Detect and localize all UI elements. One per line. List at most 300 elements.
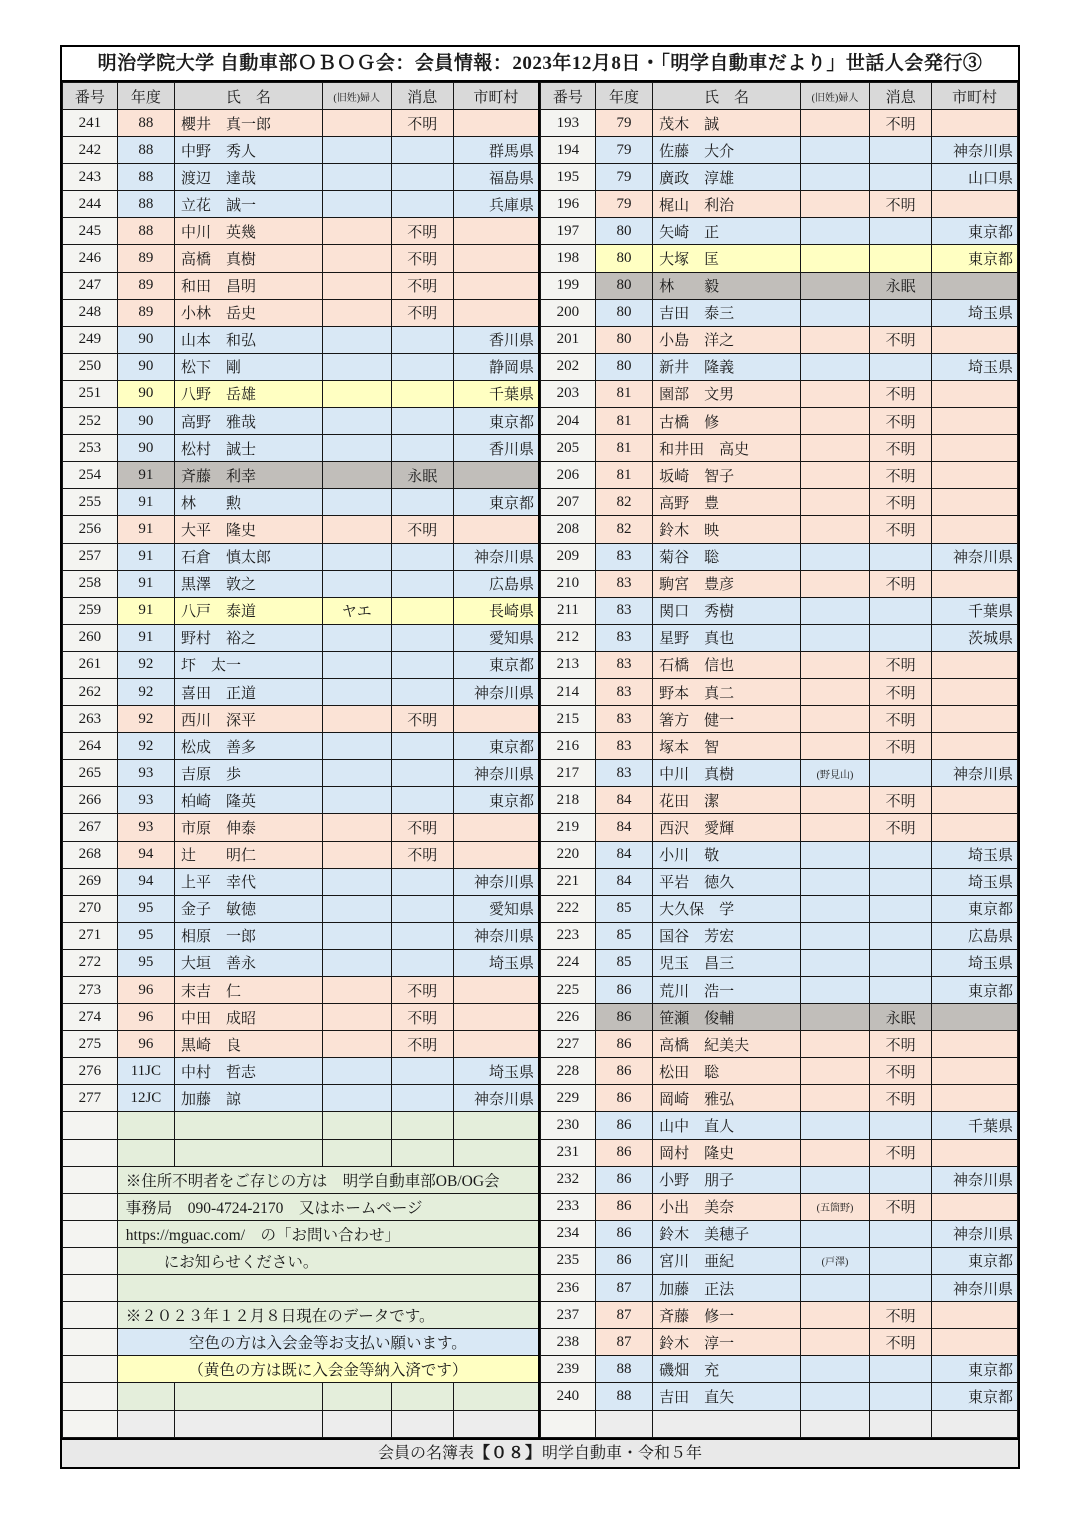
cell-municipality: 兵庫県	[453, 191, 539, 218]
cell-year: 89	[117, 272, 174, 299]
cell-name: 櫻井 真一郎	[174, 110, 322, 137]
cell-status	[391, 137, 453, 164]
empty-row	[541, 1410, 1018, 1437]
cell-maiden-name	[322, 1058, 391, 1085]
cell-year: 86	[595, 1112, 652, 1139]
cell-municipality	[932, 1193, 1018, 1220]
cell-year: 85	[595, 922, 652, 949]
cell-municipality: 福島県	[453, 164, 539, 191]
cell-municipality	[453, 462, 539, 489]
cell-municipality: 東京都	[932, 218, 1018, 245]
cell-number: 274	[63, 1004, 118, 1031]
member-row	[541, 1058, 1018, 1085]
cell-maiden-name	[322, 706, 391, 733]
cell-municipality: 東京都	[453, 651, 539, 678]
cell-maiden-name	[800, 326, 869, 353]
cell-name: 大久保 学	[653, 895, 801, 922]
cell-status	[391, 624, 453, 651]
member-row	[63, 1058, 540, 1085]
member-row	[541, 814, 1018, 841]
cell-maiden-name	[322, 164, 391, 191]
cell-municipality: 神奈川県	[932, 1275, 1018, 1302]
cell-number	[541, 1410, 596, 1437]
cell-name: 小野 朋子	[653, 1166, 801, 1193]
cell-name: 松下 剛	[174, 353, 322, 380]
cell-status	[870, 1356, 932, 1383]
cell-municipality	[453, 841, 539, 868]
member-row	[63, 678, 540, 705]
cell-status	[391, 760, 453, 787]
cell-maiden-name	[322, 408, 391, 435]
member-row	[541, 1004, 1018, 1031]
note-text: 事務局 090-4724-2170 又はホームページ	[117, 1193, 539, 1220]
cell-municipality	[932, 191, 1018, 218]
cell-number: 264	[63, 733, 118, 760]
cell-number	[63, 1247, 118, 1274]
cell-municipality: 東京都	[932, 977, 1018, 1004]
cell-year: 79	[595, 137, 652, 164]
member-row	[63, 895, 540, 922]
member-row	[63, 977, 540, 1004]
cell-year: 96	[117, 1004, 174, 1031]
cell-name: 鈴木 映	[653, 516, 801, 543]
cell-year: 95	[117, 922, 174, 949]
cell-municipality: 千葉県	[453, 380, 539, 407]
cell-name: 吉田 泰三	[653, 299, 801, 326]
cell-number: 255	[63, 489, 118, 516]
cell-status	[870, 977, 932, 1004]
cell-year: 83	[595, 651, 652, 678]
cell-maiden-name	[800, 814, 869, 841]
cell-municipality	[932, 1058, 1018, 1085]
note-row	[63, 1356, 540, 1383]
cell-number	[63, 1112, 118, 1139]
cell-municipality: 埼玉県	[932, 868, 1018, 895]
cell-maiden-name	[800, 1166, 869, 1193]
member-row	[541, 922, 1018, 949]
cell-name: 鈴木 淳一	[653, 1329, 801, 1356]
member-row	[63, 597, 540, 624]
cell-year: 84	[595, 868, 652, 895]
cell-status: 不明	[870, 110, 932, 137]
member-row	[541, 1139, 1018, 1166]
cell-name: 西沢 愛輝	[653, 814, 801, 841]
cell-maiden-name	[800, 651, 869, 678]
cell-municipality: 神奈川県	[932, 543, 1018, 570]
cell-name: 児玉 昌三	[653, 949, 801, 976]
cell-year: 87	[595, 1302, 652, 1329]
member-row	[63, 191, 540, 218]
cell-year: 79	[595, 164, 652, 191]
cell-status	[391, 922, 453, 949]
cell-maiden-name	[322, 137, 391, 164]
cell-status: 不明	[870, 1193, 932, 1220]
cell-name: 園部 文男	[653, 380, 801, 407]
cell-status: 不明	[391, 272, 453, 299]
cell-municipality	[932, 516, 1018, 543]
cell-number: 222	[541, 895, 596, 922]
cell-municipality	[932, 272, 1018, 299]
cell-year: 86	[595, 1004, 652, 1031]
cell-municipality	[932, 814, 1018, 841]
cell-year: 93	[117, 760, 174, 787]
cell-maiden-name	[322, 624, 391, 651]
cell-maiden-name	[800, 1139, 869, 1166]
cell-status: 不明	[870, 435, 932, 462]
cell-maiden-name	[322, 678, 391, 705]
cell-municipality: 東京都	[453, 787, 539, 814]
cell-year: 80	[595, 218, 652, 245]
cell-name: 黒澤 敦之	[174, 570, 322, 597]
cell-number: 236	[541, 1275, 596, 1302]
cell-year: 83	[595, 678, 652, 705]
cell-number: 211	[541, 597, 596, 624]
cell-year: 86	[595, 1220, 652, 1247]
cell-number: 201	[541, 326, 596, 353]
cell-name: 坂崎 智子	[653, 462, 801, 489]
cell-municipality	[932, 678, 1018, 705]
empty-cell	[453, 1112, 539, 1139]
header-row	[63, 83, 540, 110]
cell-number: 217	[541, 760, 596, 787]
cell-status: 不明	[870, 1058, 932, 1085]
cell-number	[63, 1329, 118, 1356]
column-header: 氏 名	[174, 83, 322, 110]
cell-status: 不明	[870, 733, 932, 760]
cell-maiden-name	[800, 841, 869, 868]
cell-maiden-name	[800, 949, 869, 976]
cell-number: 202	[541, 353, 596, 380]
cell-maiden-name	[322, 435, 391, 462]
cell-maiden-name	[800, 191, 869, 218]
member-row	[63, 922, 540, 949]
cell-maiden-name	[800, 706, 869, 733]
cell-maiden-name	[322, 787, 391, 814]
cell-municipality: 東京都	[932, 1383, 1018, 1410]
cell-name: 松村 誠士	[174, 435, 322, 462]
empty-cell	[391, 1410, 453, 1437]
cell-year: 86	[595, 1031, 652, 1058]
cell-status	[391, 570, 453, 597]
cell-maiden-name	[800, 895, 869, 922]
cell-year: 89	[117, 245, 174, 272]
cell-number: 229	[541, 1085, 596, 1112]
cell-maiden-name	[322, 922, 391, 949]
cell-number: 204	[541, 408, 596, 435]
cell-year: 92	[117, 651, 174, 678]
member-row	[63, 137, 540, 164]
cell-status: 不明	[870, 706, 932, 733]
cell-maiden-name	[800, 1302, 869, 1329]
cell-name: 和井田 高史	[653, 435, 801, 462]
cell-status	[870, 245, 932, 272]
cell-maiden-name	[800, 1356, 869, 1383]
member-row	[541, 706, 1018, 733]
cell-number: 213	[541, 651, 596, 678]
cell-name: 佐藤 大介	[653, 137, 801, 164]
empty-cell	[391, 1383, 453, 1410]
cell-maiden-name	[322, 218, 391, 245]
note-text	[117, 1275, 539, 1302]
cell-status	[870, 922, 932, 949]
cell-status	[391, 651, 453, 678]
cell-number	[63, 1166, 118, 1193]
member-row	[541, 462, 1018, 489]
cell-maiden-name	[322, 895, 391, 922]
cell-number: 225	[541, 977, 596, 1004]
column-header: 年度	[117, 83, 174, 110]
cell-number: 218	[541, 787, 596, 814]
cell-municipality: 神奈川県	[932, 1220, 1018, 1247]
cell-number: 208	[541, 516, 596, 543]
cell-year: 83	[595, 733, 652, 760]
member-row	[541, 326, 1018, 353]
cell-municipality	[453, 245, 539, 272]
cell-maiden-name	[322, 651, 391, 678]
cell-status: 永眠	[870, 1004, 932, 1031]
cell-name: 八野 岳雄	[174, 380, 322, 407]
member-row	[541, 895, 1018, 922]
cell-municipality: 広島県	[453, 570, 539, 597]
cell-maiden-name	[800, 272, 869, 299]
cell-maiden-name	[800, 299, 869, 326]
cell-number: 214	[541, 678, 596, 705]
member-row	[63, 1004, 540, 1031]
cell-name: 茂木 誠	[653, 110, 801, 137]
cell-status: 不明	[391, 1031, 453, 1058]
cell-number: 254	[63, 462, 118, 489]
cell-name: 高野 雅哉	[174, 408, 322, 435]
cell-number: 240	[541, 1383, 596, 1410]
member-row	[541, 408, 1018, 435]
empty-cell	[174, 1383, 322, 1410]
member-row	[541, 1220, 1018, 1247]
cell-name: 大塚 匡	[653, 245, 801, 272]
cell-municipality: 東京都	[453, 489, 539, 516]
cell-municipality: 神奈川県	[453, 922, 539, 949]
cell-maiden-name	[322, 841, 391, 868]
cell-number: 194	[541, 137, 596, 164]
cell-municipality: 静岡県	[453, 353, 539, 380]
cell-municipality: 神奈川県	[453, 868, 539, 895]
cell-status: 不明	[870, 1085, 932, 1112]
cell-municipality	[453, 272, 539, 299]
member-row	[541, 1085, 1018, 1112]
cell-status	[391, 489, 453, 516]
cell-status	[391, 678, 453, 705]
cell-year: 12JC	[117, 1085, 174, 1112]
cell-year: 94	[117, 841, 174, 868]
cell-status: 不明	[870, 516, 932, 543]
cell-maiden-name	[800, 1220, 869, 1247]
member-row	[63, 164, 540, 191]
cell-number: 250	[63, 353, 118, 380]
member-row	[63, 868, 540, 895]
cell-number: 253	[63, 435, 118, 462]
cell-municipality	[932, 489, 1018, 516]
cell-number: 228	[541, 1058, 596, 1085]
cell-maiden-name	[800, 137, 869, 164]
cell-maiden-name	[322, 245, 391, 272]
cell-year: 82	[595, 489, 652, 516]
cell-municipality: 東京都	[932, 1356, 1018, 1383]
cell-number: 257	[63, 543, 118, 570]
member-row	[541, 516, 1018, 543]
cell-year: 94	[117, 868, 174, 895]
cell-maiden-name	[322, 1031, 391, 1058]
cell-municipality	[932, 1139, 1018, 1166]
cell-number: 233	[541, 1193, 596, 1220]
cell-status: 不明	[870, 408, 932, 435]
cell-municipality: 東京都	[453, 408, 539, 435]
empty-cell	[174, 1112, 322, 1139]
cell-maiden-name	[800, 1329, 869, 1356]
empty-cell	[453, 1383, 539, 1410]
cell-year: 82	[595, 516, 652, 543]
cell-number: 271	[63, 922, 118, 949]
member-table-left	[62, 82, 540, 1438]
cell-name: 高橋 紀美夫	[653, 1031, 801, 1058]
empty-cell	[870, 1410, 932, 1437]
cell-year: 91	[117, 462, 174, 489]
cell-maiden-name	[800, 543, 869, 570]
cell-municipality	[453, 1004, 539, 1031]
empty-cell	[322, 1139, 391, 1166]
cell-year: 84	[595, 787, 652, 814]
cell-municipality: 山口県	[932, 164, 1018, 191]
empty-cell	[322, 1383, 391, 1410]
cell-municipality: 埼玉県	[453, 1058, 539, 1085]
cell-year: 81	[595, 435, 652, 462]
cell-year: 79	[595, 191, 652, 218]
cell-status	[391, 787, 453, 814]
cell-year: 91	[117, 489, 174, 516]
cell-year: 81	[595, 462, 652, 489]
cell-status: 不明	[391, 110, 453, 137]
column-header: (旧姓)婦人	[322, 83, 391, 110]
member-row	[63, 787, 540, 814]
empty-cell	[391, 1112, 453, 1139]
cell-year: 86	[595, 1139, 652, 1166]
cell-number: 249	[63, 326, 118, 353]
cell-number: 269	[63, 868, 118, 895]
cell-year: 80	[595, 245, 652, 272]
cell-number: 268	[63, 841, 118, 868]
cell-name: 圷 太一	[174, 651, 322, 678]
cell-municipality	[932, 570, 1018, 597]
member-row	[63, 651, 540, 678]
member-table-right	[540, 82, 1018, 1438]
note-text: ※２０２３年１２月８日現在のデータです。	[117, 1302, 539, 1329]
cell-year: 83	[595, 760, 652, 787]
cell-maiden-name: (五箇野)	[800, 1193, 869, 1220]
member-row	[63, 462, 540, 489]
cell-name: 中川 真樹	[653, 760, 801, 787]
member-row	[541, 1112, 1018, 1139]
member-row	[63, 110, 540, 137]
cell-number: 266	[63, 787, 118, 814]
cell-status: 不明	[870, 191, 932, 218]
cell-year: 90	[117, 408, 174, 435]
member-row	[63, 814, 540, 841]
cell-number: 263	[63, 706, 118, 733]
member-row	[541, 380, 1018, 407]
cell-municipality: 東京都	[932, 245, 1018, 272]
cell-name: 相原 一郎	[174, 922, 322, 949]
cell-name: 野村 裕之	[174, 624, 322, 651]
cell-name: 矢崎 正	[653, 218, 801, 245]
cell-name: 磯畑 充	[653, 1356, 801, 1383]
cell-number: 220	[541, 841, 596, 868]
cell-name: 岡崎 雅弘	[653, 1085, 801, 1112]
cell-number: 260	[63, 624, 118, 651]
cell-name: 金子 敏徳	[174, 895, 322, 922]
cell-number: 207	[541, 489, 596, 516]
cell-maiden-name	[322, 516, 391, 543]
cell-status	[870, 1112, 932, 1139]
cell-name: 国谷 芳宏	[653, 922, 801, 949]
cell-name: 八戸 泰道	[174, 597, 322, 624]
cell-status	[391, 543, 453, 570]
cell-name: 石倉 慎太郎	[174, 543, 322, 570]
cell-maiden-name	[322, 110, 391, 137]
cell-municipality: 神奈川県	[932, 760, 1018, 787]
cell-name: 辻 明仁	[174, 841, 322, 868]
cell-status	[870, 1275, 932, 1302]
cell-name: 加藤 諒	[174, 1085, 322, 1112]
cell-year: 92	[117, 706, 174, 733]
cell-municipality	[453, 218, 539, 245]
cell-status: 永眠	[391, 462, 453, 489]
column-header: (旧姓)婦人	[800, 83, 869, 110]
cell-status	[870, 137, 932, 164]
cell-status: 不明	[870, 1302, 932, 1329]
empty-row	[63, 1112, 540, 1139]
cell-year: 79	[595, 110, 652, 137]
cell-number: 273	[63, 977, 118, 1004]
column-header: 氏 名	[653, 83, 801, 110]
cell-municipality	[453, 110, 539, 137]
cell-status	[870, 760, 932, 787]
cell-status: 不明	[870, 570, 932, 597]
member-row	[541, 164, 1018, 191]
cell-year: 88	[595, 1356, 652, 1383]
cell-status: 不明	[391, 706, 453, 733]
cell-year: 95	[117, 949, 174, 976]
cell-number: 270	[63, 895, 118, 922]
table-header	[63, 83, 540, 110]
cell-status	[391, 164, 453, 191]
member-row	[63, 760, 540, 787]
cell-maiden-name	[322, 299, 391, 326]
note-text: https://mguac.com/ の「お問い合わせ」	[117, 1220, 539, 1247]
cell-year: 93	[117, 787, 174, 814]
cell-name: 高橋 真樹	[174, 245, 322, 272]
member-row	[63, 326, 540, 353]
cell-status: 不明	[391, 1004, 453, 1031]
footer-sheet-number: 【０８】	[473, 1444, 542, 1462]
cell-number: 267	[63, 814, 118, 841]
member-row	[541, 1275, 1018, 1302]
empty-cell	[117, 1383, 174, 1410]
cell-name: 中川 英幾	[174, 218, 322, 245]
cell-name: 大平 隆史	[174, 516, 322, 543]
cell-municipality	[453, 516, 539, 543]
cell-name: 平岩 徳久	[653, 868, 801, 895]
cell-name: 松成 善多	[174, 733, 322, 760]
cell-maiden-name	[322, 949, 391, 976]
cell-name: 関口 秀樹	[653, 597, 801, 624]
